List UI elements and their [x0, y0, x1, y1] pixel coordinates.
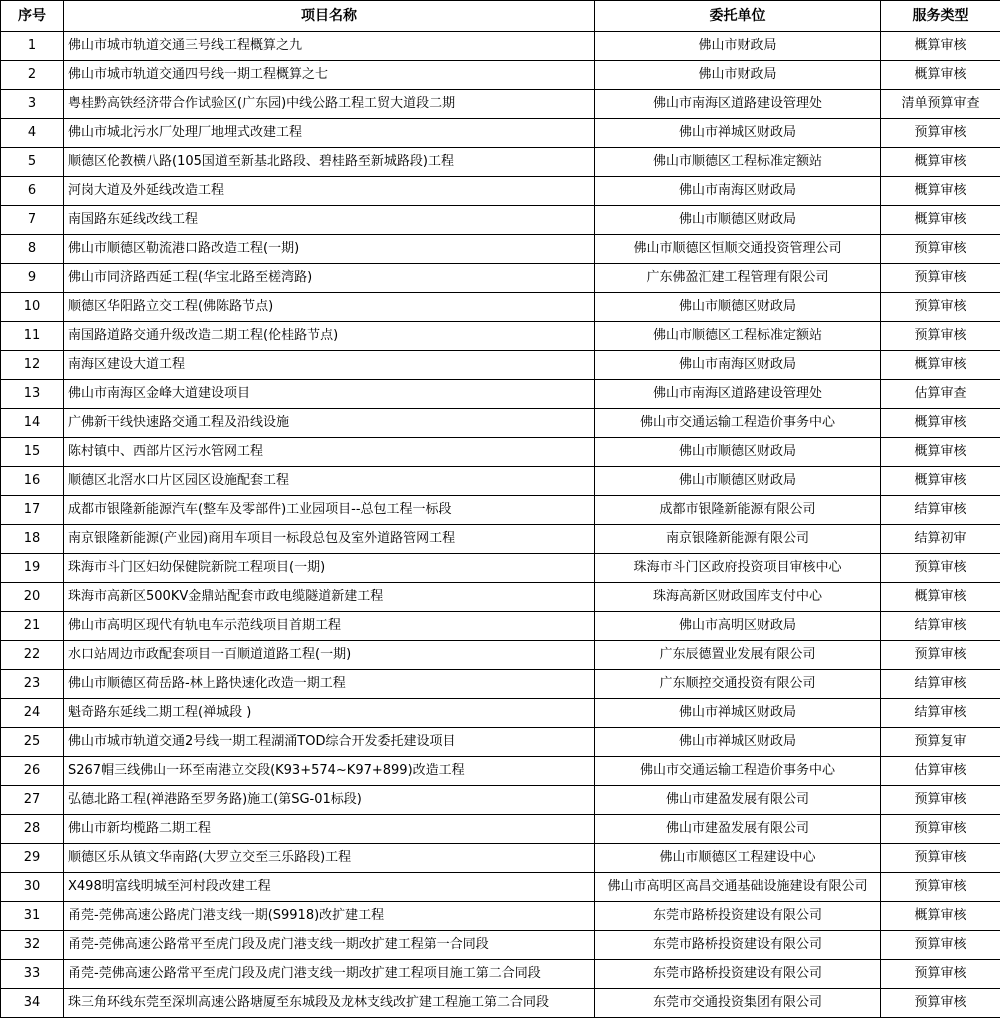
- row-number: 24: [1, 699, 64, 728]
- service-type: 预算审核: [881, 844, 1000, 873]
- table-row: [1, 61, 1000, 90]
- table-row: [1, 380, 1000, 409]
- service-type: 预算审核: [881, 293, 1000, 322]
- row-number: 11: [1, 322, 64, 351]
- service-type: 概算审核: [881, 438, 1000, 467]
- service-type: 预算审核: [881, 960, 1000, 989]
- client-name: 佛山市顺德区恒顺交通投资管理公司: [595, 235, 881, 264]
- table-row: [1, 264, 1000, 293]
- row-number: 2: [1, 61, 64, 90]
- project-name: 珠海市高新区500KV金鼎站配套市政电缆隧道新建工程: [64, 583, 595, 612]
- client-name: 佛山市禅城区财政局: [595, 699, 881, 728]
- service-type: 结算审核: [881, 699, 1000, 728]
- client-name: 佛山市顺德区工程建设中心: [595, 844, 881, 873]
- client-name: 佛山市顺德区财政局: [595, 206, 881, 235]
- row-number: 22: [1, 641, 64, 670]
- row-number: 10: [1, 293, 64, 322]
- header-no: 序号: [1, 1, 64, 32]
- client-name: 广东顺控交通投资有限公司: [595, 670, 881, 699]
- service-type: 概算审核: [881, 467, 1000, 496]
- project-name: 南京银隆新能源(产业园)商用车项目一标段总包及室外道路管网工程: [64, 525, 595, 554]
- project-name: 佛山市城市轨道交通2号线一期工程湖涌TOD综合开发委托建设项目: [64, 728, 595, 757]
- table-row: [1, 989, 1000, 1018]
- table-row: [1, 351, 1000, 380]
- project-name: 佛山市新均榄路二期工程: [64, 815, 595, 844]
- service-type: 预算审核: [881, 554, 1000, 583]
- table-row: [1, 90, 1000, 119]
- row-number: 34: [1, 989, 64, 1018]
- project-name: 顺德区伦教横八路(105国道至新基北路段、碧桂路至新城路段)工程: [64, 148, 595, 177]
- header-project-name: 项目名称: [64, 1, 595, 32]
- row-number: 3: [1, 90, 64, 119]
- project-name: 佛山市顺德区荷岳路-林上路快速化改造一期工程: [64, 670, 595, 699]
- row-number: 28: [1, 815, 64, 844]
- client-name: 珠海高新区财政国库支付中心: [595, 583, 881, 612]
- table-row: [1, 786, 1000, 815]
- project-name: 甬莞-莞佛高速公路虎门港支线一期(S9918)改扩建工程: [64, 902, 595, 931]
- service-type: 预算审核: [881, 815, 1000, 844]
- client-name: 佛山市南海区财政局: [595, 177, 881, 206]
- service-type: 预算审核: [881, 786, 1000, 815]
- row-number: 5: [1, 148, 64, 177]
- table-row: [1, 467, 1000, 496]
- client-name: 佛山市顺德区财政局: [595, 293, 881, 322]
- service-type: 预算审核: [881, 641, 1000, 670]
- table-row: [1, 641, 1000, 670]
- table-row: [1, 525, 1000, 554]
- service-type: 预算审核: [881, 264, 1000, 293]
- row-number: 16: [1, 467, 64, 496]
- header-client: 委托单位: [595, 1, 881, 32]
- client-name: 东莞市交通投资集团有限公司: [595, 989, 881, 1018]
- client-name: 佛山市禅城区财政局: [595, 119, 881, 148]
- client-name: 佛山市禅城区财政局: [595, 728, 881, 757]
- service-type: 结算审核: [881, 496, 1000, 525]
- row-number: 14: [1, 409, 64, 438]
- project-name: 顺德区北滘水口片区园区设施配套工程: [64, 467, 595, 496]
- project-name: 水口站周边市政配套项目一百顺道道路工程(一期): [64, 641, 595, 670]
- project-name: 广佛新干线快速路交通工程及沿线设施: [64, 409, 595, 438]
- service-type: 概算审核: [881, 32, 1000, 61]
- client-name: 佛山市高明区高昌交通基础设施建设有限公司: [595, 873, 881, 902]
- table-row: [1, 235, 1000, 264]
- project-name: X498明富线明城至河村段改建工程: [64, 873, 595, 902]
- table-row: [1, 960, 1000, 989]
- service-type: 结算审核: [881, 670, 1000, 699]
- service-type: 概算审核: [881, 177, 1000, 206]
- project-name: 南国路道路交通升级改造二期工程(伦桂路节点): [64, 322, 595, 351]
- table-row: [1, 815, 1000, 844]
- table-row: [1, 902, 1000, 931]
- client-name: 珠海市斗门区政府投资项目审核中心: [595, 554, 881, 583]
- client-name: 佛山市交通运输工程造价事务中心: [595, 757, 881, 786]
- row-number: 15: [1, 438, 64, 467]
- client-name: 佛山市南海区财政局: [595, 351, 881, 380]
- client-name: 佛山市建盈发展有限公司: [595, 786, 881, 815]
- client-name: 广东辰德置业发展有限公司: [595, 641, 881, 670]
- table-row: [1, 496, 1000, 525]
- row-number: 17: [1, 496, 64, 525]
- table-row: [1, 177, 1000, 206]
- header-row: [1, 1, 1000, 32]
- service-type: 概算审核: [881, 351, 1000, 380]
- table-row: [1, 409, 1000, 438]
- service-type: 估算审核: [881, 757, 1000, 786]
- project-name: 珠海市斗门区妇幼保健院新院工程项目(一期): [64, 554, 595, 583]
- table-row: [1, 728, 1000, 757]
- table-row: [1, 873, 1000, 902]
- table-row: [1, 554, 1000, 583]
- project-name: 佛山市城市轨道交通四号线一期工程概算之七: [64, 61, 595, 90]
- project-name: 成都市银隆新能源汽车(整车及零部件)工业园项目--总包工程一标段: [64, 496, 595, 525]
- row-number: 26: [1, 757, 64, 786]
- row-number: 31: [1, 902, 64, 931]
- row-number: 1: [1, 32, 64, 61]
- row-number: 9: [1, 264, 64, 293]
- row-number: 33: [1, 960, 64, 989]
- service-type: 概算审核: [881, 409, 1000, 438]
- service-type: 概算审核: [881, 902, 1000, 931]
- service-type: 概算审核: [881, 206, 1000, 235]
- row-number: 13: [1, 380, 64, 409]
- client-name: 成都市银隆新能源有限公司: [595, 496, 881, 525]
- table-row: [1, 699, 1000, 728]
- service-type: 预算审核: [881, 931, 1000, 960]
- client-name: 佛山市顺德区财政局: [595, 438, 881, 467]
- header-service-type: 服务类型: [881, 1, 1000, 32]
- project-name: 佛山市南海区金峰大道建设项目: [64, 380, 595, 409]
- client-name: 佛山市顺德区工程标准定额站: [595, 148, 881, 177]
- project-name: 佛山市城市轨道交通三号线工程概算之九: [64, 32, 595, 61]
- row-number: 20: [1, 583, 64, 612]
- row-number: 4: [1, 119, 64, 148]
- table-row: [1, 322, 1000, 351]
- client-name: 佛山市南海区道路建设管理处: [595, 90, 881, 119]
- service-type: 清单预算审查: [881, 90, 1000, 119]
- service-type: 预算复审: [881, 728, 1000, 757]
- client-name: 佛山市建盈发展有限公司: [595, 815, 881, 844]
- project-name: 河岗大道及外延线改造工程: [64, 177, 595, 206]
- client-name: 东莞市路桥投资建设有限公司: [595, 931, 881, 960]
- project-name: 佛山市顺德区勒流港口路改造工程(一期): [64, 235, 595, 264]
- project-name: 顺德区华阳路立交工程(佛陈路节点): [64, 293, 595, 322]
- row-number: 19: [1, 554, 64, 583]
- table-row: [1, 148, 1000, 177]
- row-number: 27: [1, 786, 64, 815]
- project-name: 南海区建设大道工程: [64, 351, 595, 380]
- project-name: 弘德北路工程(禅港路至罗务路)施工(第SG-01标段): [64, 786, 595, 815]
- client-name: 佛山市财政局: [595, 32, 881, 61]
- project-name: 甬莞-莞佛高速公路常平至虎门段及虎门港支线一期改扩建工程第一合同段: [64, 931, 595, 960]
- row-number: 7: [1, 206, 64, 235]
- table-row: [1, 119, 1000, 148]
- service-type: 预算审核: [881, 322, 1000, 351]
- project-name: 佛山市高明区现代有轨电车示范线项目首期工程: [64, 612, 595, 641]
- service-type: 概算审核: [881, 61, 1000, 90]
- project-name: 粤桂黔高铁经济带合作试验区(广东园)中线公路工程工贸大道段二期: [64, 90, 595, 119]
- service-type: 预算审核: [881, 119, 1000, 148]
- project-name: 甬莞-莞佛高速公路常平至虎门段及虎门港支线一期改扩建工程项目施工第二合同段: [64, 960, 595, 989]
- project-name: S267帽三线佛山一环至南港立交段(K93+574~K97+899)改造工程: [64, 757, 595, 786]
- project-name: 顺德区乐从镇文华南路(大罗立交至三乐路段)工程: [64, 844, 595, 873]
- row-number: 6: [1, 177, 64, 206]
- row-number: 18: [1, 525, 64, 554]
- table-row: [1, 32, 1000, 61]
- row-number: 23: [1, 670, 64, 699]
- client-name: 佛山市财政局: [595, 61, 881, 90]
- table-row: [1, 206, 1000, 235]
- client-name: 佛山市顺德区财政局: [595, 467, 881, 496]
- service-type: 概算审核: [881, 583, 1000, 612]
- client-name: 佛山市交通运输工程造价事务中心: [595, 409, 881, 438]
- service-type: 结算初审: [881, 525, 1000, 554]
- project-name: 珠三角环线东莞至深圳高速公路塘厦至东城段及龙林支线改扩建工程施工第二合同段: [64, 989, 595, 1018]
- service-type: 预算审核: [881, 235, 1000, 264]
- table-row: [1, 293, 1000, 322]
- row-number: 8: [1, 235, 64, 264]
- service-type: 概算审核: [881, 148, 1000, 177]
- client-name: 南京银隆新能源有限公司: [595, 525, 881, 554]
- client-name: 东莞市路桥投资建设有限公司: [595, 960, 881, 989]
- row-number: 32: [1, 931, 64, 960]
- service-type: 结算审核: [881, 612, 1000, 641]
- service-type: 预算审核: [881, 873, 1000, 902]
- row-number: 29: [1, 844, 64, 873]
- table-row: [1, 438, 1000, 467]
- project-name: 南国路东延线改线工程: [64, 206, 595, 235]
- service-type: 估算审查: [881, 380, 1000, 409]
- client-name: 东莞市路桥投资建设有限公司: [595, 902, 881, 931]
- client-name: 广东佛盈汇建工程管理有限公司: [595, 264, 881, 293]
- table-row: [1, 612, 1000, 641]
- project-name: 佛山市城北污水厂处理厂地埋式改建工程: [64, 119, 595, 148]
- row-number: 21: [1, 612, 64, 641]
- row-number: 30: [1, 873, 64, 902]
- client-name: 佛山市高明区财政局: [595, 612, 881, 641]
- table-row: [1, 757, 1000, 786]
- client-name: 佛山市顺德区工程标准定额站: [595, 322, 881, 351]
- table-row: [1, 931, 1000, 960]
- table-row: [1, 670, 1000, 699]
- table-row: [1, 583, 1000, 612]
- project-name: 陈村镇中、西部片区污水管网工程: [64, 438, 595, 467]
- row-number: 25: [1, 728, 64, 757]
- service-type: 预算审核: [881, 989, 1000, 1018]
- row-number: 12: [1, 351, 64, 380]
- project-name: 魁奇路东延线二期工程(禅城段 ): [64, 699, 595, 728]
- project-name: 佛山市同济路西延工程(华宝北路至槎湾路): [64, 264, 595, 293]
- client-name: 佛山市南海区道路建设管理处: [595, 380, 881, 409]
- table-row: [1, 844, 1000, 873]
